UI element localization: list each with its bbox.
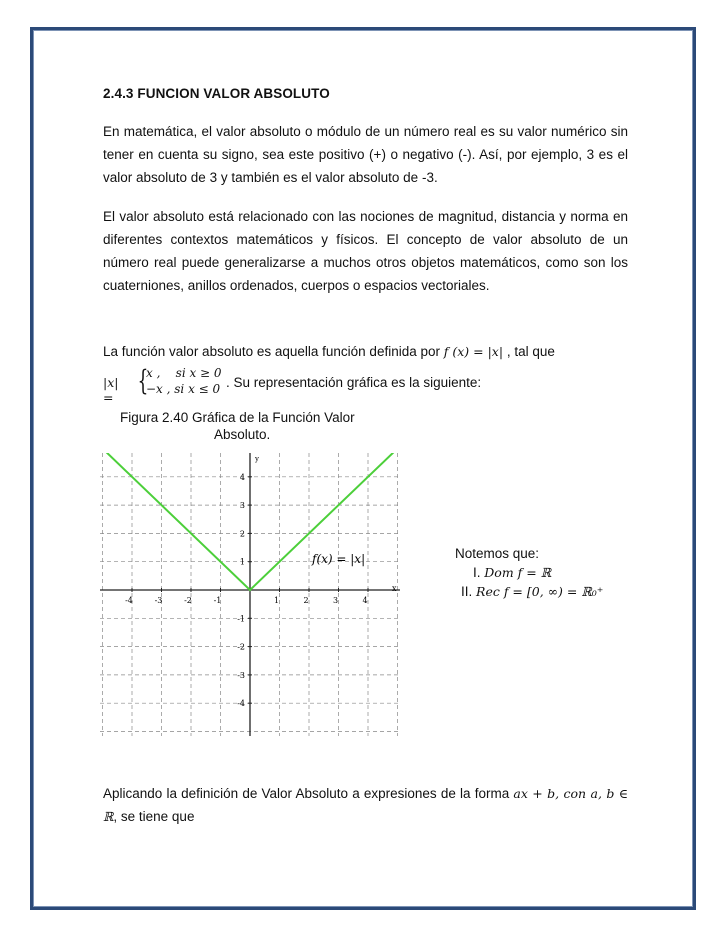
notes-box [455, 544, 603, 601]
y-tick-label: -2 [237, 642, 245, 652]
paragraph-1-text: En matemática, el valor absoluto o módulo de un número real es su valor numérico sin tener en cuenta su signo, sea este positivo (+) o negativo (-). Así, por ejemplo, 3 es el valor absoluto de 3 y también es el valor absoluto de -3. [103, 124, 628, 185]
paragraph-3-suffix: , tal que [506, 344, 555, 359]
figure-caption [120, 409, 355, 443]
chart-axes [100, 453, 400, 736]
x-tick-label: 3 [332, 596, 339, 605]
notes-title: Notemos que: [455, 546, 540, 561]
paragraph-3-text: La función valor absoluto es aquella función definida por [103, 344, 440, 359]
y-tick-label: -4 [237, 699, 245, 709]
notes-item-2-num: II. [461, 584, 473, 599]
figure-caption-line-1: Figura 2.40 Gráfica de la Función Valor [120, 410, 355, 425]
paragraph-2-text: El valor absoluto está relacionado con las nociones de magnitud, distancia y norma en diferentes contextos matemáticos y físicos. El concepto de valor absoluto de un número real puede generalizarse a muchos otros objetos matemáticos, como son los cuaterniones, anillos ordenados, cuerpos o espacios vectoriales. [103, 209, 628, 293]
x-tick-label: 1 [273, 596, 280, 605]
closing-math: ax + b, con a, b ∈ ℝ [103, 786, 628, 824]
x-tick-label: -3 [154, 596, 163, 605]
notes-item-1-text: Dom f = ℝ [484, 565, 552, 580]
x-tick-label: -2 [184, 596, 192, 605]
section-title: 2.4.3 FUNCION VALOR ABSOLUTO [103, 86, 330, 101]
y-tick-label: -1 [237, 614, 245, 624]
y-tick-label: 2 [239, 529, 245, 539]
curve-annotation: f(x) = |x| [312, 552, 366, 566]
y-axis-label: y [255, 455, 259, 463]
x-tick-label: 4 [362, 596, 368, 605]
piecewise-case-1: x , si x ≥ 0 [146, 366, 222, 380]
figure-caption-line-2: Absoluto. [214, 427, 271, 442]
x-tick-label: -1 [213, 596, 222, 605]
paragraph-2 [103, 205, 628, 297]
y-tick-label: 3 [239, 501, 245, 511]
brace-symbol: { [137, 364, 149, 397]
x-tick-label: 2 [303, 596, 309, 605]
closing-paragraph [103, 782, 628, 828]
function-formula: f (x) = |x| [443, 344, 504, 359]
paragraph-3 [103, 340, 628, 363]
y-tick-label: -3 [237, 670, 245, 680]
paragraph-1 [103, 120, 628, 189]
x-tick-label: -4 [125, 596, 133, 605]
closing-suffix: , se tiene que [113, 809, 195, 824]
closing-text: Aplicando la definición de Valor Absoluto a expresiones de la forma [103, 786, 510, 801]
notes-item-2-text: Rec f = [0, ∞) = ℝ₀⁺ [476, 584, 604, 599]
y-tick-label: 4 [239, 472, 245, 482]
abs-value-chart [100, 453, 400, 736]
x-axis-label: x [392, 584, 397, 593]
piecewise-case-2: −x , si x ≤ 0 [146, 382, 221, 396]
piecewise-suffix: . Su representación gráfica es la siguiente: [226, 375, 482, 390]
y-tick-label: 1 [239, 557, 245, 567]
notes-item-2 [455, 582, 603, 601]
piecewise-lhs: |x| = [103, 375, 119, 405]
notes-item-1 [455, 563, 603, 582]
notes-item-1-num: I. [473, 565, 481, 580]
